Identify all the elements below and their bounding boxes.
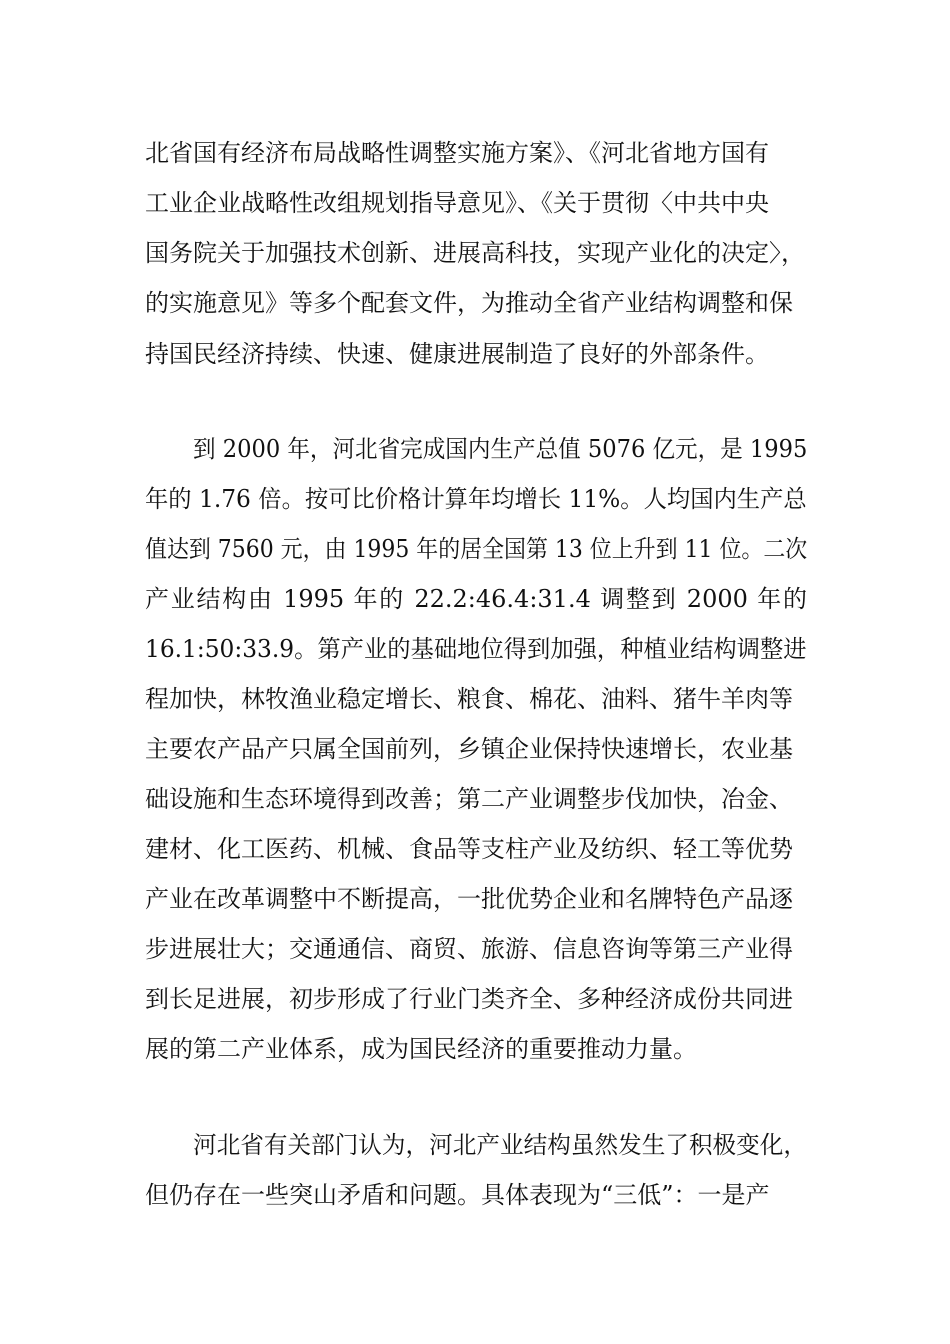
text-line: 产业结构由 1995 年的 22.2:46.4:31.4 调整到 2000 年的: [145, 585, 807, 613]
text-line: 主要农产品产只属全国前列，乡镇企业保持快速增长，农业基: [145, 735, 793, 763]
text-line: 到长足进展，初步形成了行业门类齐全、多种经济成份共同进: [145, 985, 793, 1013]
text-line: 值达到 7560 元，由 1995 年的居全国第 13 位上升到 11 位。二次: [145, 535, 808, 563]
text-line: 持国民经济持续、快速、健康进展制造了良好的外部条件。: [145, 340, 769, 368]
text-line: 的实施意见》等多个配套文件，为推动全省产业结构调整和保: [145, 289, 793, 317]
text-line: 建材、化工医药、机械、食品等支柱产业及纺织、轻工等优势: [145, 835, 793, 863]
text-line: 16.1:50:33.9。第产业的基础地位得到加强，种植业结构调整进: [145, 635, 807, 663]
text-line: 产业在改革调整中不断提高，一批优势企业和名牌特色产品逐: [145, 885, 793, 913]
text-line: 河北省有关部门认为，河北产业结构虽然发生了积极变化，: [193, 1131, 807, 1159]
text-line: 国务院关于加强技术创新、进展高科技，实现产业化的决定〉，: [145, 239, 805, 267]
text-line: 到 2000 年，河北省完成国内生产总值 5076 亿元，是 1995: [193, 435, 808, 463]
text-line: 程加快，林牧渔业稳定增长、粮食、棉花、油料、猪牛羊肉等: [145, 685, 793, 713]
text-line: 工业企业战略性改组规划指导意见》、《关于贯彻〈中共中央: [145, 189, 769, 217]
text-line: 但仍存在一些突山矛盾和问题。具体表现为“三低”：一是产: [145, 1181, 770, 1209]
text-line: 年的 1.76 倍。按可比价格计算年均增长 11%。人均国内生产总: [145, 485, 807, 513]
text-line: 步进展壮大；交通通信、商贸、旅游、信息咨询等第三产业得: [145, 935, 793, 963]
text-line: 础设施和生态环境得到改善；第二产业调整步伐加快，冶金、: [145, 785, 793, 813]
text-line: 展的第二产业体系，成为国民经济的重要推动力量。: [145, 1035, 697, 1063]
text-line: 北省国有经济布局战略性调整实施方案》、《河北省地方国有: [145, 139, 769, 167]
